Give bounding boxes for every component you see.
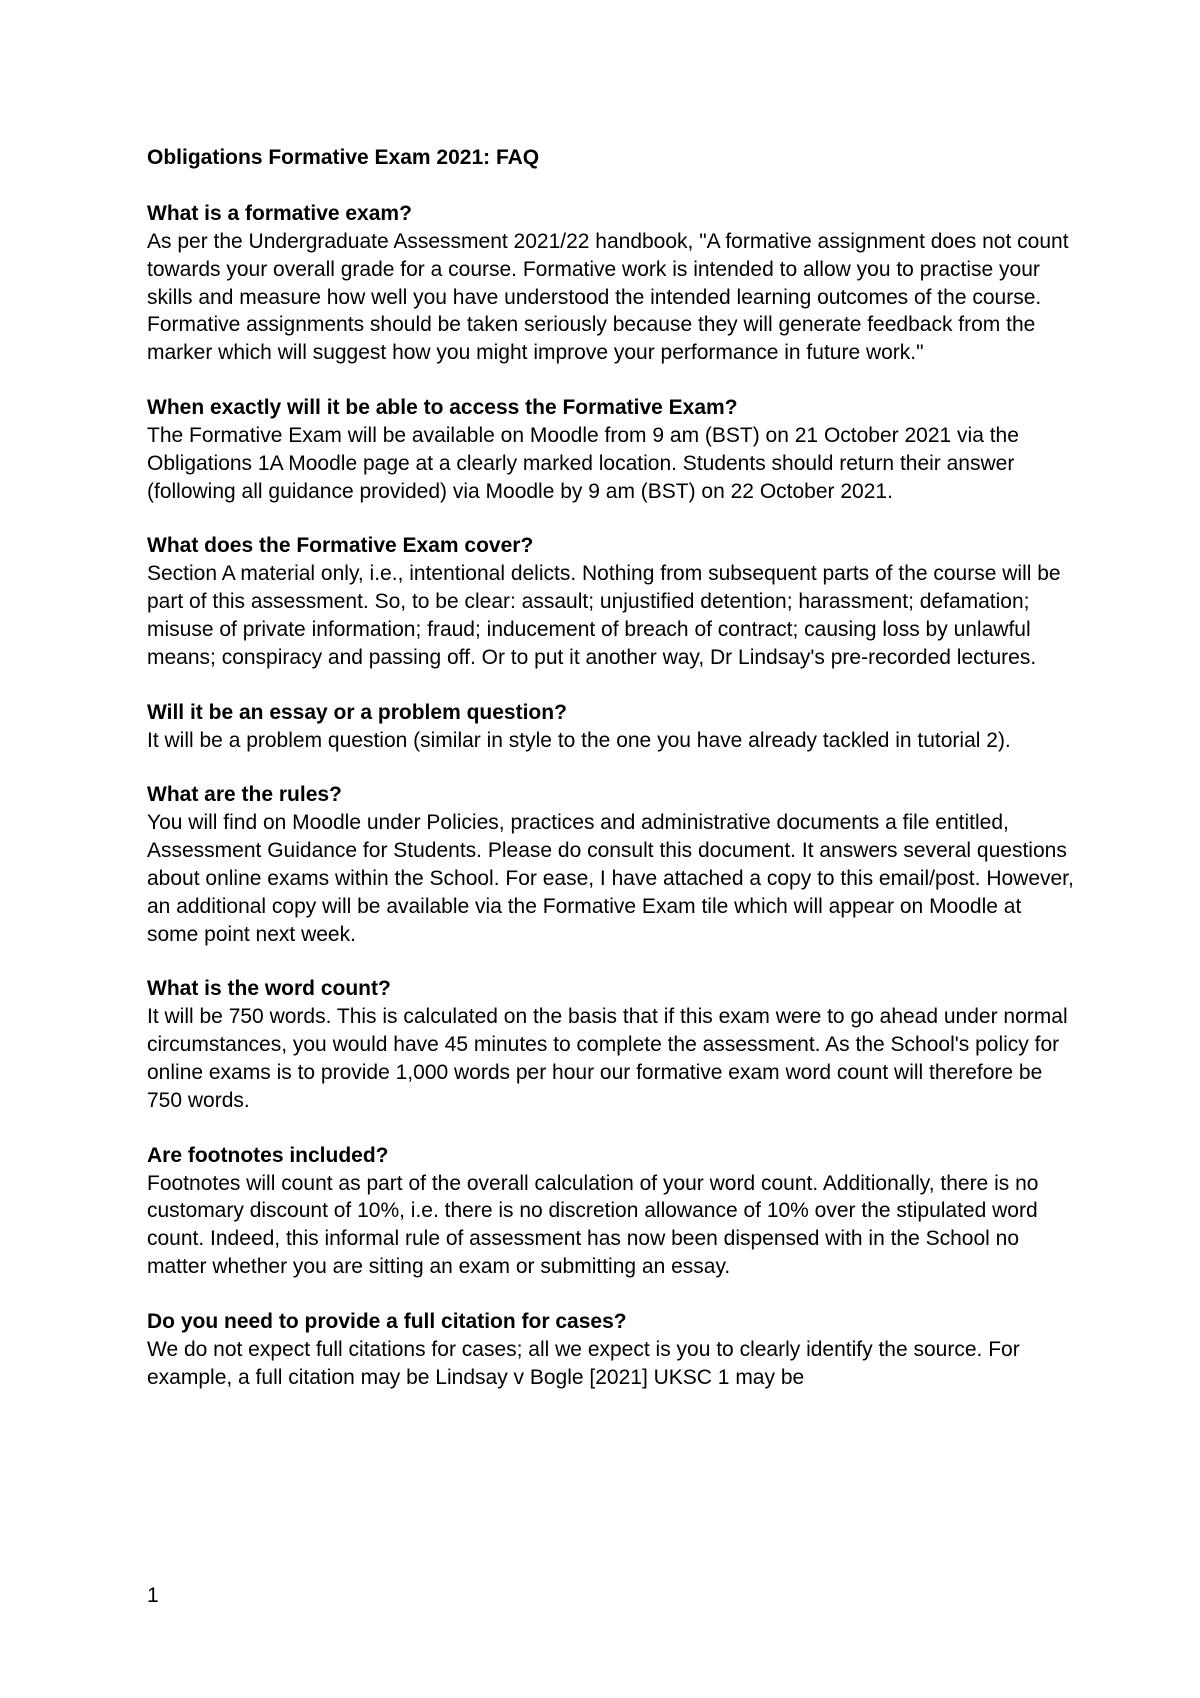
faq-section-question-type [147,699,1077,755]
faq-answer: You will find on Moodle under Policies, practices and administrative documents a file entitled, Assessment Guidance for Students. Please do consult this document. It answers several questions about online exams within the School. For ease, I have attached a copy to this email/post. However, an additional copy will be available via the Formative Exam tile which will appear on Moodle at some point next week. [147,811,1074,946]
faq-question: Will it be an essay or a problem question? [147,700,567,724]
faq-section-coverage [147,532,1077,671]
faq-answer: It will be a problem question (similar in style to the one you have already tackled in tutorial 2). [147,728,1011,752]
faq-section-citations [147,1308,1077,1392]
faq-question: When exactly will it be able to access the Formative Exam? [147,395,738,419]
faq-answer: The Formative Exam will be available on Moodle from 9 am (BST) on 21 October 2021 via the Obligations 1A Moodle page at a clearly marked location. Students should return their answer (following all guidance provided) via Moodle by 9 am (BST) on 22 October 2021. [147,423,1019,503]
faq-answer: Footnotes will count as part of the overall calculation of your word count. Additionally, there is no customary discount of 10%, i.e. there is no discretion allowance of 10% over the stipulated word count. Indeed, this informal rule of assessment has now been dispensed with in the School no matter whether you are sitting an exam or submitting an essay. [147,1171,1039,1278]
faq-section-formative-exam [147,200,1077,367]
faq-question: Do you need to provide a full citation for cases? [147,1309,627,1333]
faq-answer: It will be 750 words. This is calculated on the basis that if this exam were to go ahead under normal circumstances, you would have 45 minutes to complete the assessment. As the School's policy for online exams is to provide 1,000 words per hour our formative exam word count will therefore be 750 words. [147,1005,1068,1112]
faq-question: What is a formative exam? [147,202,412,225]
faq-section-word-count [147,975,1077,1114]
page-number: 1 [147,1584,159,1607]
document-title: Obligations Formative Exam 2021: FAQ [147,146,540,169]
faq-answer: Section A material only, i.e., intentional delicts. Nothing from subsequent parts of the course will be part of this assessment. So, to be clear: assault; unjustified detention; harassment; defamation; misuse of private information; fraud; inducement of breach of contract; causing loss by unlawful means; conspiracy and passing off. Or to put it another way, Dr Lindsay's pre-recorded lectures. [147,562,1061,669]
faq-answer: We do not expect full citations for cases; all we expect is you to clearly identify the source. For example, a full citation may be Lindsay v Bogle [2021] UKSC 1 may be [147,1337,1020,1389]
faq-section-access [147,394,1077,505]
faq-question: What are the rules? [147,783,342,807]
faq-answer: As per the Undergraduate Assessment 2021/22 handbook, "A formative assignment does not count towards your overall grade for a course. Formative work is intended to allow you to practise your skills and measure how well you have understood the intended learning outcomes of the course. Formative assignments should be taken seriously because they will generate feedback from the marker which will suggest how you might improve your performance in future work." [147,230,1069,365]
faq-section-footnotes [147,1142,1077,1281]
faq-question: Are footnotes included? [147,1143,389,1167]
document-page [147,144,1077,1418]
faq-question: What does the Formative Exam cover? [147,534,534,558]
faq-question: What is the word count? [147,977,391,1001]
faq-section-rules [147,781,1077,948]
